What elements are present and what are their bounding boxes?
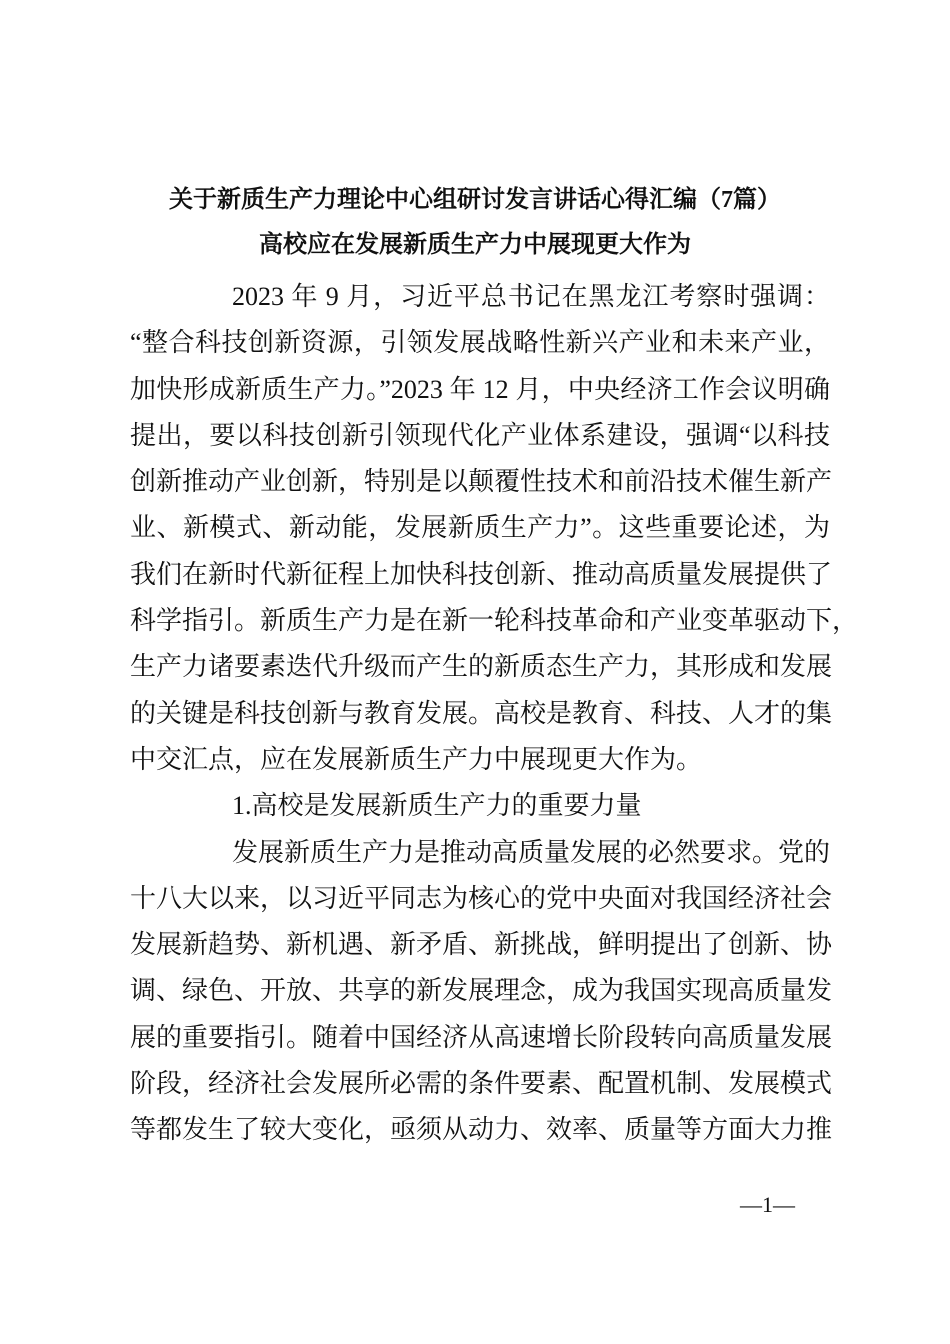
text-line: 2023 年 9 月，习近平总书记在黑龙江考察时强调： — [232, 282, 830, 311]
text-line: 展的重要指引。随着中国经济从高速增长阶段转向高质量发展 — [130, 1022, 833, 1052]
document-body — [130, 281, 859, 1161]
text-line: 的关键是科技创新与教育发展。高校是教育、科技、人才的集 — [130, 698, 833, 728]
text-line: 等都发生了较大变化，亟须从动力、效率、质量等方面大力推 — [130, 1115, 833, 1145]
text-line: 业、新模式、新动能，发展新质生产力”。这些重要论述，为 — [130, 513, 830, 543]
text-line: 发展新趋势、新机遇、新矛盾、新挑战，鲜明提出了创新、协 — [130, 930, 833, 960]
text-line: 生产力诸要素迭代升级而产生的新质态生产力，其形成和发展 — [130, 652, 833, 682]
text-line: 我们在新时代新征程上加快科技创新、推动高质量发展提供了 — [130, 559, 833, 589]
text-line: 中交汇点，应在发展新质生产力中展现更大作为。 — [130, 744, 703, 774]
text-line: 阶段，经济社会发展所必需的条件要素、配置机制、发展模式 — [130, 1069, 833, 1099]
text-line: 调、绿色、开放、共享的新发展理念，成为我国实现高质量发 — [130, 976, 833, 1006]
text-line: 科学指引。新质生产力是在新一轮科技革命和产业变革驱动下， — [130, 606, 859, 636]
text-line: “整合科技创新资源，引领发展战略性新兴产业和未来产业， — [130, 328, 830, 358]
text-line: 十八大以来，以习近平同志为核心的党中央面对我国经济社会 — [130, 883, 833, 913]
text-line: 提出，要以科技创新引领现代化产业体系建设，强调“以科技 — [130, 420, 830, 450]
section-heading: 1.高校是发展新质生产力的重要力量 — [232, 791, 642, 821]
text-line: 发展新质生产力是推动高质量发展的必然要求。党的 — [232, 837, 831, 867]
page-number: —1— — [740, 1192, 795, 1217]
text-line: 创新推动产业创新，特别是以颠覆性技术和前沿技术催生新产 — [130, 467, 833, 497]
article-title: 高校应在发展新质生产力中展现更大作为 — [259, 232, 691, 258]
document-title: 关于新质生产力理论中心组研讨发言讲话心得汇编（7篇） — [169, 187, 781, 213]
text-line: 加快形成新质生产力。”2023 年 12 月，中央经济工作会议明确 — [130, 374, 830, 404]
